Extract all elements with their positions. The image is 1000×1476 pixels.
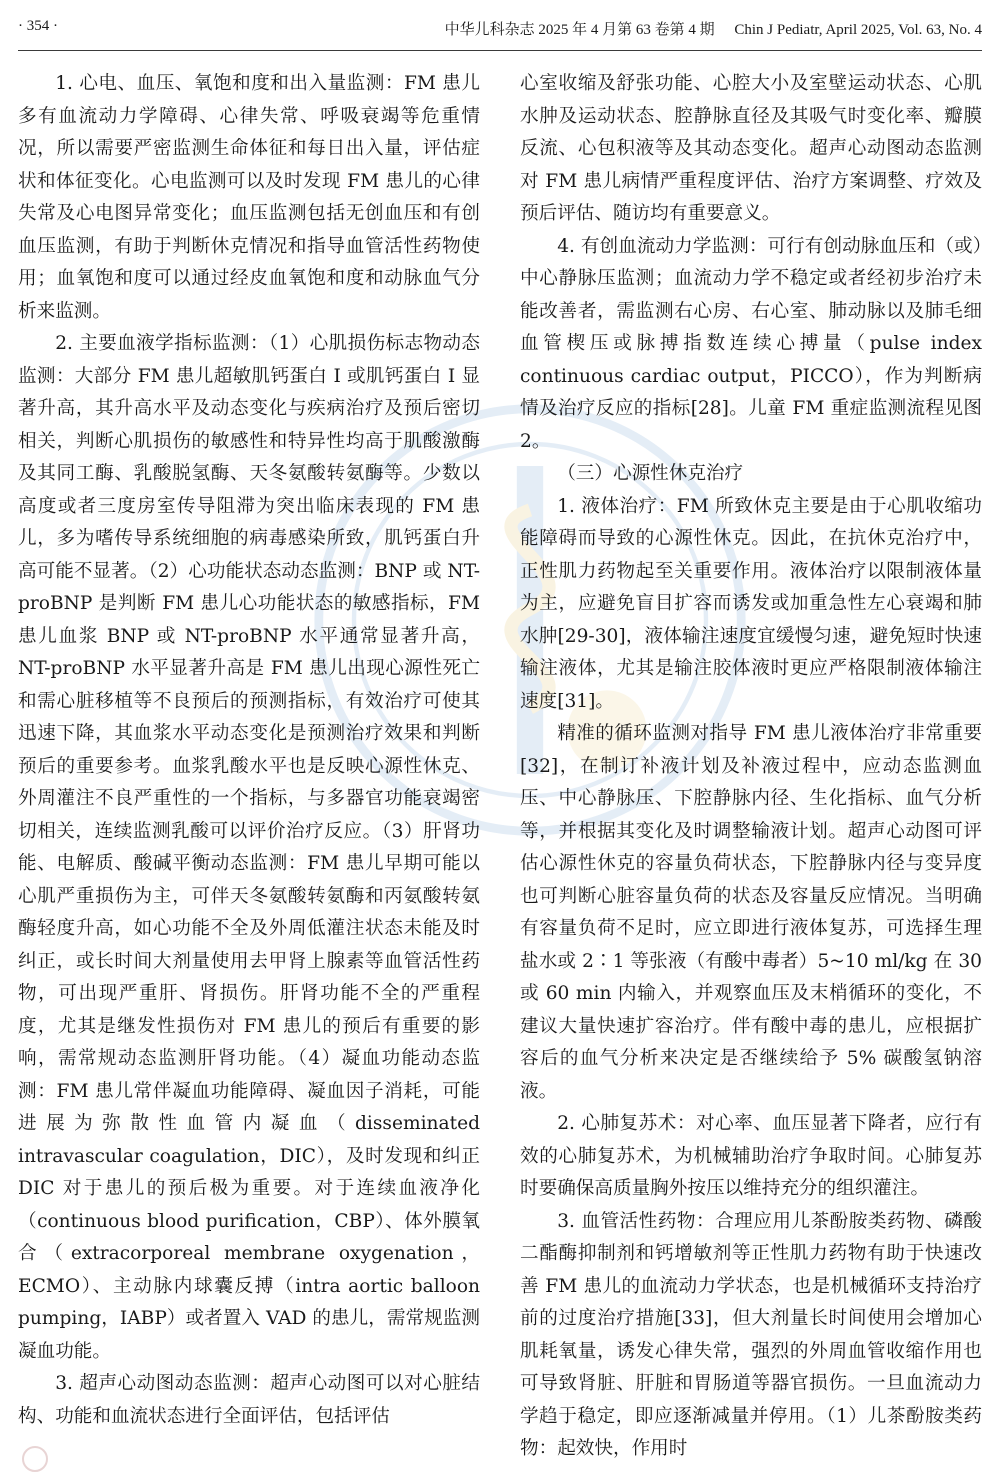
section-heading: （三）心源性休克治疗 xyxy=(557,463,744,484)
journal-name-en: Chin J Pediatr, April 2025, Vol. 63, No. 4 xyxy=(734,22,982,38)
left-column xyxy=(18,68,480,1466)
paragraph: 4. 有创血流动力学监测：可行有创动脉血压和（或）中心静脉压监测；血流动力学不稳定或者经初步治疗未能改善者，需监测右心房、右心室、肺动脉以及肺毛细血管楔压或脉搏指数连续心搏量（pulse index continuous cardiac output，PICCO），作为判断病情及治疗反应的指标[28]。儿童 FM 重症监测流程见图 2。 xyxy=(520,235,982,452)
paragraph: 1. 液体治疗：FM 所致休克主要是由于心肌收缩功能障碍而导致的心源性休克。因此，在抗休克治疗中，正性肌力药物起至关重要作用。液体治疗以限制液体量为主，应避免盲目扩容而诱发或加重急性左心衰竭和肺水肿[29-30]，液体输注速度宜缓慢匀速，避免短时快速输注液体，尤其是输注胶体液时更应严格限制液体输注速度[31]。 xyxy=(520,495,982,712)
paragraph: 1. 心电、血压、氧饱和度和出入量监测：FM 患儿多有血流动力学障碍、心律失常、呼吸衰竭等危重情况，所以需要严密监测生命体征和每日出入量，评估症状和体征变化。心电监测可以及时发现 FM 患儿的心律失常及心电图异常变化；血压监测包括无创血压和有创血压监测，有助于判断休克情况和指导血管活性药物使用；血氧饱和度可以通过经皮血氧饱和度和动脉血气分析来监测。 xyxy=(18,73,480,322)
paragraph: 3. 血管活性药物：合理应用儿茶酚胺类药物、磷酸二酯酶抑制剂和钙增敏剂等正性肌力药物有助于快速改善 FM 患儿的血流动力学状态，也是机械循环支持治疗前的过度治疗措施[33]，但大剂量长时间使用会增加心肌耗氧量，诱发心律失常，强烈的外周血管收缩作用也可导致肾脏、肝脏和胃肠道等器官损伤。一旦血流动力学趋于稳定，即应逐渐减量并停用。（1）儿茶酚胺类药物：起效快，作用时 xyxy=(520,1210,982,1459)
paragraph: 心室收缩及舒张功能、心腔大小及室壁运动状态、心肌水肿及运动状态、腔静脉直径及其吸气时变化率、瓣膜反流、心包积液等及其动态变化。超声心动图动态监测对 FM 患儿病情严重程度评估、治疗方案调整、疗效及预后评估、随访均有重要意义。 xyxy=(520,73,982,224)
two-column-body xyxy=(18,68,982,1466)
paragraph: 2. 心肺复苏术：对心率、血压显著下降者，应行有效的心肺复苏术，为机械辅助治疗争取时间。心肺复苏时要确保高质量胸外按压以维持充分的组织灌注。 xyxy=(520,1113,982,1199)
running-header xyxy=(18,18,982,51)
paragraph: 3. 超声心动图动态监测：超声心动图可以对心脏结构、功能和血流状态进行全面评估，包括评估 xyxy=(18,1373,480,1427)
page-number: · 354 · xyxy=(18,18,58,34)
paragraph: 精准的循环监测对指导 FM 患儿液体治疗非常重要[32]，在制订补液计划及补液过程中，应动态监测血压、中心静脉压、下腔静脉内径、生化指标、血气分析等，并根据其变化及时调整输液计划。超声心动图可评估心源性休克的容量负荷状态，下腔静脉内径与变异度也可判断心脏容量负荷的状态及容量反应情况。当明确有容量负荷不足时，应立即进行液体复苏，可选择生理盐水或 2∶1 等张液（有酸中毒者）5~10 ml/kg 在 30 或 60 min 内输入，并观察血压及末梢循环的变化，不建议大量快速扩容治疗。伴有酸中毒的患儿，应根据扩容后的血气分析来决定是否继续给予 5% 碳酸氢钠溶液。 xyxy=(520,723,982,1102)
journal-citation xyxy=(445,18,982,39)
publisher-logo-icon xyxy=(22,1446,48,1472)
journal-name-cn: 中华儿科杂志 2025 年 4 月第 63 卷第 4 期 xyxy=(444,22,715,38)
right-column xyxy=(520,68,982,1466)
paragraph: 2. 主要血液学指标监测：（1）心肌损伤标志物动态监测：大部分 FM 患儿超敏肌钙蛋白 I 或肌钙蛋白 I 显著升高，其升高水平及动态变化与疾病治疗及预后密切相关，判断心肌损伤的敏感性和特异性均高于肌酸激酶及其同工酶、乳酸脱氢酶、天冬氨酸转氨酶等。少数以高度或者三度房室传导阻滞为突出临床表现的 FM 患儿，多为嗜传导系统细胞的病毒感染所致，肌钙蛋白升高可能不显著。（2）心功能状态动态监测：BNP 或 NT-proBNP 是判断 FM 患儿心功能状态的敏感指标，FM 患儿血浆 BNP 或 NT-proBNP 水平通常显著升高，NT-proBNP 水平显著升高是 FM 患儿出现心源性死亡和需心脏移植等不良预后的预测指标，有效治疗可使其迅速下降，其血浆水平动态变化是预测治疗效果和判断预后的重要参考。血浆乳酸水平也是反映心源性休克、外周灌注不良严重性的一个指标，与多器官功能衰竭密切相关，连续监测乳酸可以评价治疗反应。（3）肝肾功能、电解质、酸碱平衡动态监测：FM 患儿早期可能以心肌严重损伤为主，可伴天冬氨酸转氨酶和丙氨酸转氨酶轻度升高，如心功能不全及外周低灌注状态未能及时纠正，或长时间大剂量使用去甲肾上腺素等血管活性药物，可出现严重肝、肾损伤。肝肾功能不全的严重程度，尤其是继发性损伤对 FM 患儿的预后有重要的影响，需常规动态监测肝肾功能。（4）凝血功能动态监测：FM 患儿常伴凝血功能障碍、凝血因子消耗，可能进展为弥散性血管内凝血（disseminated intravascular coagulation，DIC），及时发现和纠正 DIC 对于患儿的预后极为重要。对于连续血液净化（continuous blood purification，CBP）、体外膜氧合（extracorporeal membrane oxygenation，ECMO）、主动脉内球囊反搏（intra aortic balloon pumping，IABP）或者置入 VAD 的患儿，需常规监测凝血功能。 xyxy=(18,333,480,1362)
